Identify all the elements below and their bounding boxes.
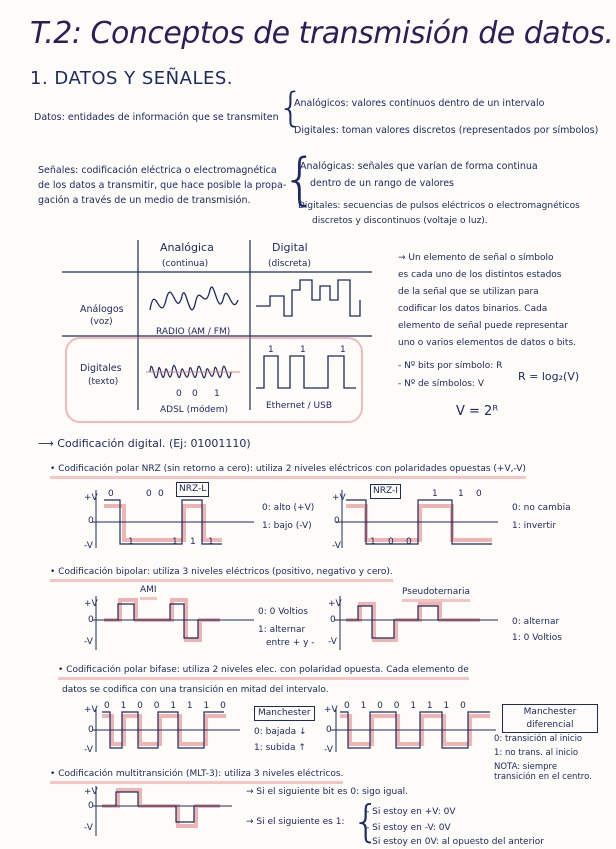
table-row-digitales: Digitales [80, 363, 122, 374]
nrzi-label: NRZ-I [370, 484, 401, 499]
mdif-rule-0: 0: transición al inicio [494, 734, 583, 744]
axis-nv: -V [84, 823, 93, 833]
bit-label: 0 [476, 489, 482, 499]
side-note-line: codificar los datos binarios. Cada [398, 304, 548, 314]
senales-analogicas-1: Analógicas: señales que varían de forma continua [300, 161, 538, 172]
brace: { [352, 796, 380, 847]
axis-pv: +V [84, 787, 98, 797]
axis-zero: 0 [334, 516, 340, 526]
axis-nv: -V [84, 745, 93, 755]
nrzl-rule-0: 0: alto (+V) [262, 503, 315, 513]
bit-label: 1 [340, 345, 346, 355]
manchester-dif-label: Manchester diferencial [502, 704, 598, 733]
mdif-rule-1: 1: no trans. al inicio [494, 748, 579, 758]
table-col-digital-sub: (discreta) [268, 259, 311, 269]
pseudoternaria-label: Pseudoternaria [402, 586, 470, 602]
bit-label: 1 [370, 537, 376, 547]
side-note-line: elemento de señal puede representar [398, 321, 568, 331]
axis-nv: -V [324, 745, 333, 755]
axis-nv: -V [84, 637, 93, 647]
axis-nv: -V [332, 541, 341, 551]
bifase-bits: 0 1 0 0 1 1 1 0 [104, 701, 230, 711]
mlt-rule-1: → Si el siguiente bit es 0: sigo igual. [246, 787, 409, 797]
label-ethernet: Ethernet / USB [266, 401, 332, 411]
side-note-nsimb: - Nº de símbolos: V [398, 379, 484, 389]
mlt-rule-2a: - Si estoy en +V: 0V [366, 807, 456, 817]
side-note-line: → Un elemento de señal o símbolo [398, 253, 554, 263]
table-col-digital: Digital [272, 241, 308, 254]
bit-label: 1 [214, 389, 220, 399]
axis-nv: -V [328, 637, 337, 647]
ami-rule-0: 0: 0 Voltios [258, 607, 308, 617]
mlt-rule-2: → Si el siguiente es 1: [246, 817, 345, 827]
axis-pv: +V [84, 599, 98, 609]
table-col-analogica: Analógica [160, 241, 214, 254]
formula-pow: V = 2ᴿ [456, 404, 499, 419]
mlt-bullet: • Codificación multitransición (MLT-3): utiliza 3 niveles eléctricos. [50, 768, 343, 784]
mdif-note: NOTA: siempre transición en el centro. [494, 762, 592, 782]
bipolar-bullet: • Codificación bipolar: utiliza 3 niveles eléctricos (positivo, negativo y cero). [50, 566, 393, 582]
senales-def-3: gación a través de un medio de transmisión. [38, 195, 251, 206]
axis-zero: 0 [88, 615, 94, 625]
axis-zero: 0 [330, 615, 336, 625]
bit-label: 0 [108, 489, 114, 499]
cod-digital-label: ⟶ Codificación digital. (Ej: 01001110) [38, 437, 251, 450]
bit-label: 0 [388, 537, 394, 547]
label-adsl: ADSL (módem) [160, 405, 228, 415]
nrz-bullet: • Codificación polar NRZ (sin retorno a cero): utiliza 2 niveles eléctricos con polaridades opuestas (+V,-V) [50, 463, 526, 479]
side-note-line: uno o varios elementos de datos o bits. [398, 338, 576, 348]
datos-digitales: Digitales: toman valores discretos (representados por símbolos) [294, 125, 599, 136]
senales-digitales-2: discretos y discontinuos (voltaje o luz). [312, 216, 488, 226]
brace: { [282, 147, 318, 212]
axis-pv: +V [328, 599, 342, 609]
datos-analogicos: Analógicos: valores continuos dentro de un intervalo [294, 98, 545, 109]
bifase-bullet: • Codificación polar bifase: utiliza 2 niveles elec. con polaridad opuesta. Cada elemento de [58, 664, 469, 680]
bit-label: 1 [190, 537, 196, 547]
ami-rule-1: 1: alternar [258, 625, 306, 635]
bit-label: 0 [406, 537, 412, 547]
axis-pv: +V [332, 493, 346, 503]
bifase-bits-2: 0 1 0 0 1 1 1 0 [344, 701, 470, 711]
table-col-analogica-sub: (continua) [162, 259, 209, 269]
bit-label: 0 [158, 489, 164, 499]
axis-zero: 0 [326, 725, 332, 735]
manchester-rule-1: 1: subida ↑ [254, 743, 306, 753]
bit-label: 0 [146, 489, 152, 499]
brace: { [278, 85, 304, 131]
table-row-digitales-sub: (texto) [88, 377, 119, 387]
bit-label: 0 [192, 389, 198, 399]
bit-label: 1 [300, 345, 306, 355]
nrzi-rule-0: 0: no cambia [512, 503, 571, 513]
nrzl-rule-1: 1: bajo (-V) [262, 521, 312, 531]
axis-pv: +V [84, 705, 98, 715]
manchester-rule-0: 0: bajada ↓ [254, 727, 307, 737]
bit-label: 1 [268, 345, 274, 355]
nrzi-rule-1: 1: invertir [512, 521, 557, 531]
table-row-analogos: Análogos [80, 304, 124, 315]
senales-def-1: Señales: codificación eléctrica o electromagnética [38, 165, 277, 176]
manchester-label: Manchester [254, 706, 315, 721]
nrzl-label: NRZ-L [176, 482, 209, 497]
senales-def-2: de los datos a transmitir, que hace posible la propa- [38, 180, 287, 191]
ps-rule-0: 0: alternar [512, 617, 560, 627]
bit-label: 1 [172, 537, 178, 547]
bit-label: 1 [458, 489, 464, 499]
side-note-line: es cada uno de los distintos estados [398, 270, 562, 280]
axis-zero: 0 [88, 725, 94, 735]
bit-label: 1 [128, 537, 134, 547]
axis-pv: +V [84, 493, 98, 503]
table-row-analogos-sub: (voz) [90, 317, 113, 327]
ami-rule-1b: entre + y - [266, 638, 315, 648]
axis-pv: +V [324, 705, 338, 715]
mlt-rule-2b: - Si estoy en -V: 0V [366, 823, 451, 833]
section-heading: 1. DATOS Y SEÑALES. [30, 68, 234, 89]
side-note-line: de la señal que se utilizan para [398, 287, 539, 297]
formula-log: R = log₂(V) [518, 370, 580, 383]
axis-nv: -V [84, 541, 93, 551]
datos-definition: Datos: entidades de información que se transmiten [34, 112, 279, 123]
mlt-rule-2c: - Si estoy en 0V: al opuesto del anterior [366, 837, 545, 847]
axis-zero: 0 [88, 801, 94, 811]
page-title: T.2: Conceptos de transmisión de datos. [30, 16, 614, 51]
bit-label: 0 [176, 389, 182, 399]
bifase-bullet-2: datos se codifica con una transición en mitad del intervalo. [62, 685, 329, 695]
side-note-nbits: - Nº bits por símbolo: R [398, 361, 503, 371]
axis-zero: 0 [88, 516, 94, 526]
label-radio: RADIO (AM / FM) [156, 327, 231, 337]
ami-label: AMI [140, 584, 157, 600]
bit-label: 1 [432, 489, 438, 499]
senales-digitales-1: Digitales: secuencias de pulsos eléctricos o electromagnéticos [298, 201, 580, 211]
bit-label: 1 [208, 537, 214, 547]
ps-rule-1: 1: 0 Voltios [512, 633, 562, 643]
senales-analogicas-2: dentro de un rango de valores [310, 178, 454, 189]
